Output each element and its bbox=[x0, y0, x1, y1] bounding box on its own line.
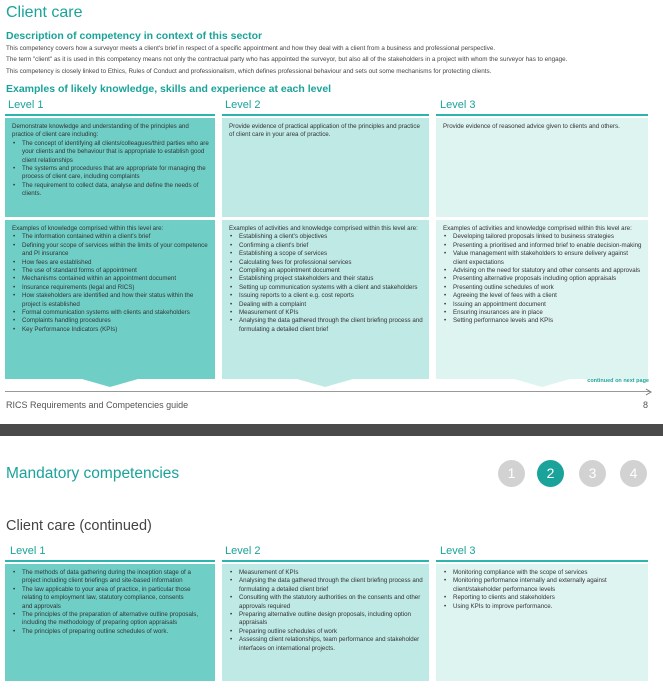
list-item: • Issuing an appointment document bbox=[443, 301, 642, 309]
level-3-continued-list bbox=[443, 569, 642, 611]
level-3-arrow bbox=[514, 379, 570, 387]
list-item: • Ensuring insurances are in place bbox=[443, 309, 642, 317]
page-title: Client care bbox=[6, 4, 83, 21]
list-item: • Consulting with the statutory authorities on the consents and other approvals required bbox=[229, 594, 423, 611]
list-item: • Defining your scope of services within the limits of your competence and PI insurance bbox=[12, 242, 209, 259]
level-1-examples-list bbox=[12, 233, 209, 334]
list-item: • Setting up communication systems with a client and stakeholders bbox=[229, 284, 423, 292]
level-2-continued-list bbox=[229, 569, 423, 653]
list-item: • Key Performance Indicators (KPIs) bbox=[12, 326, 209, 334]
footer-rule bbox=[5, 391, 650, 392]
list-item: • The systems and procedures that are appropriate for managing the process of client care, including complaints bbox=[12, 165, 209, 182]
list-item: • Presenting a prioritised and informed brief to enable decision-making bbox=[443, 242, 642, 250]
step-4[interactable]: 4 bbox=[620, 460, 647, 487]
level-1-overview-cell bbox=[5, 118, 215, 217]
description-heading: Description of competency in context of this sector bbox=[6, 30, 263, 42]
list-item: • Confirming a client's brief bbox=[229, 242, 423, 250]
level-2-examples-intro: Examples of activities and knowledge comprised within this level are: bbox=[229, 225, 418, 232]
level-1-rule bbox=[5, 560, 215, 562]
description-line-3: This competency is closely linked to Ethics, Rules of Conduct and professionalism, which defines professional behaviour and sets out some mechanisms for protecting clients. bbox=[6, 68, 492, 75]
page-divider bbox=[0, 424, 663, 436]
page-title-continued: Client care (continued) bbox=[6, 518, 152, 534]
list-item: • The principles of preparing outline schedules of work. bbox=[12, 628, 209, 636]
list-item: • Mechanisms contained within an appointment document bbox=[12, 275, 209, 283]
level-2-arrow bbox=[297, 379, 353, 387]
list-item: • Analysing the data gathered through the client briefing process and formulating a detailed client brief bbox=[229, 577, 423, 594]
level-1-overview-list bbox=[12, 140, 209, 199]
list-item: • How stakeholders are identified and how their status within the project is established bbox=[12, 292, 209, 309]
list-item: • Presenting outline schedules of work bbox=[443, 284, 642, 292]
level-3-heading: Level 3 bbox=[440, 99, 476, 111]
list-item: • Insurance requirements (legal and RICS) bbox=[12, 284, 209, 292]
list-item: • Advising on the need for statutory and other consents and approvals bbox=[443, 267, 642, 275]
list-item: • Agreeing the level of fees with a client bbox=[443, 292, 642, 300]
level-2-rule bbox=[222, 560, 429, 562]
level-3-overview-cell bbox=[436, 118, 648, 217]
level-2-heading: Level 2 bbox=[225, 99, 261, 111]
level-3-overview-text: Provide evidence of reasoned advice given to clients and others. bbox=[443, 123, 620, 130]
list-item: • The information contained within a client's brief bbox=[12, 233, 209, 241]
list-item: • Preparing alternative outline design proposals, including option appraisals bbox=[229, 611, 423, 628]
list-item: • Issuing reports to a client e.g. cost reports bbox=[229, 292, 423, 300]
list-item: • The principles of the preparation of alternative outline proposals, including the methodology of preparing option appraisals bbox=[12, 611, 209, 628]
level-3-examples-cell bbox=[436, 220, 648, 379]
list-item: • Setting performance levels and KPIs bbox=[443, 317, 642, 325]
level-1-rule bbox=[5, 114, 215, 116]
list-item: • How fees are established bbox=[12, 259, 209, 267]
level-1-examples-intro: Examples of knowledge comprised within this level are: bbox=[12, 225, 164, 232]
list-item: • Analysing the data gathered through the client briefing process and formulating a detailed client brief bbox=[229, 317, 423, 334]
list-item: • The law applicable to your area of practice, in particular those relating to employment law, statutory compliance, consents and approvals bbox=[12, 586, 209, 611]
level-2-rule bbox=[222, 114, 429, 116]
step-2[interactable]: 2 bbox=[537, 460, 564, 487]
section-title: Mandatory competencies bbox=[6, 465, 180, 482]
list-item: • Establishing project stakeholders and their status bbox=[229, 275, 423, 283]
footer-guide-title: RICS Requirements and Competencies guide bbox=[6, 400, 189, 410]
level-1-continued-cell bbox=[5, 564, 215, 681]
arrow-right-icon bbox=[645, 388, 653, 396]
list-item: • Establishing a scope of services bbox=[229, 250, 423, 258]
level-1-examples-cell bbox=[5, 220, 215, 379]
list-item: • Assessing client relationships, team performance and stakeholder interfaces on international projects. bbox=[229, 636, 423, 653]
list-item: • Complaints handling procedures bbox=[12, 317, 209, 325]
list-item: • Measurement of KPIs bbox=[229, 569, 423, 577]
step-1[interactable]: 1 bbox=[498, 460, 525, 487]
level-1-heading: Level 1 bbox=[10, 545, 46, 557]
description-line-2: The term "client" as it is used in this competency means not only the contractual party who has appointed the surveyor, but also all of the stakeholders in a project with whom the surveyor has to engage. bbox=[6, 56, 568, 63]
level-2-examples-list bbox=[229, 233, 423, 334]
level-3-continued-cell bbox=[436, 564, 648, 681]
level-1-continued-list bbox=[12, 569, 209, 636]
list-item: • Calculating fees for professional services bbox=[229, 259, 423, 267]
list-item: • Developing tailored proposals linked to business strategies bbox=[443, 233, 642, 241]
list-item: • The use of standard forms of appointment bbox=[12, 267, 209, 275]
list-item: • Value management with stakeholders to ensure delivery against client expectations bbox=[443, 250, 642, 267]
list-item: • The requirement to collect data, analyse and define the needs of clients. bbox=[12, 182, 209, 199]
list-item: • The concept of identifying all clients/colleagues/third parties who are your clients and the behaviour that is appropriate to establish good client relationships bbox=[12, 140, 209, 165]
level-2-examples-cell bbox=[222, 220, 429, 379]
page-lower bbox=[0, 436, 663, 691]
level-3-examples-intro: Examples of activities and knowledge comprised within this level are: bbox=[443, 225, 632, 232]
list-item: • Establishing a client's objectives bbox=[229, 233, 423, 241]
list-item: • Using KPIs to improve performance. bbox=[443, 603, 642, 611]
list-item: • Preparing outline schedules of work bbox=[229, 628, 423, 636]
list-item: • Reporting to clients and stakeholders bbox=[443, 594, 642, 602]
step-3[interactable]: 3 bbox=[579, 460, 606, 487]
level-3-rule bbox=[436, 560, 648, 562]
level-3-examples-list bbox=[443, 233, 642, 325]
description-line-1: This competency covers how a surveyor meets a client's brief in respect of a specific appointment and how they deal with a client from a business and professional perspective. bbox=[6, 45, 496, 52]
level-1-heading: Level 1 bbox=[8, 99, 44, 111]
list-item: • Compiling an appointment document bbox=[229, 267, 423, 275]
level-3-rule bbox=[436, 114, 648, 116]
list-item: • Formal communication systems with clients and stakeholders bbox=[12, 309, 209, 317]
examples-heading: Examples of likely knowledge, skills and experience at each level bbox=[6, 83, 332, 95]
page-number: 8 bbox=[642, 400, 648, 410]
level-2-heading: Level 2 bbox=[225, 545, 261, 557]
level-3-heading: Level 3 bbox=[440, 545, 476, 557]
list-item: • Measurement of KPIs bbox=[229, 309, 423, 317]
level-2-overview-text: Provide evidence of practical application of the principles and practice of client care in your area of practice. bbox=[229, 123, 420, 139]
list-item: • Presenting alternative proposals including option appraisals bbox=[443, 275, 642, 283]
level-2-overview-cell bbox=[222, 118, 429, 217]
list-item: • The methods of data gathering during the inception stage of a project including client briefings and site-based information bbox=[12, 569, 209, 586]
list-item: • Dealing with a complaint bbox=[229, 301, 423, 309]
continued-note: continued on next page bbox=[587, 378, 649, 384]
list-item: • Monitoring compliance with the scope of services bbox=[443, 569, 642, 577]
list-item: • Monitoring performance internally and externally against client/stakeholder performance levels bbox=[443, 577, 642, 594]
level-1-overview-intro: Demonstrate knowledge and understanding of the principles and practice of client care including: bbox=[12, 123, 189, 139]
level-2-continued-cell bbox=[222, 564, 429, 681]
level-1-arrow bbox=[82, 379, 138, 387]
